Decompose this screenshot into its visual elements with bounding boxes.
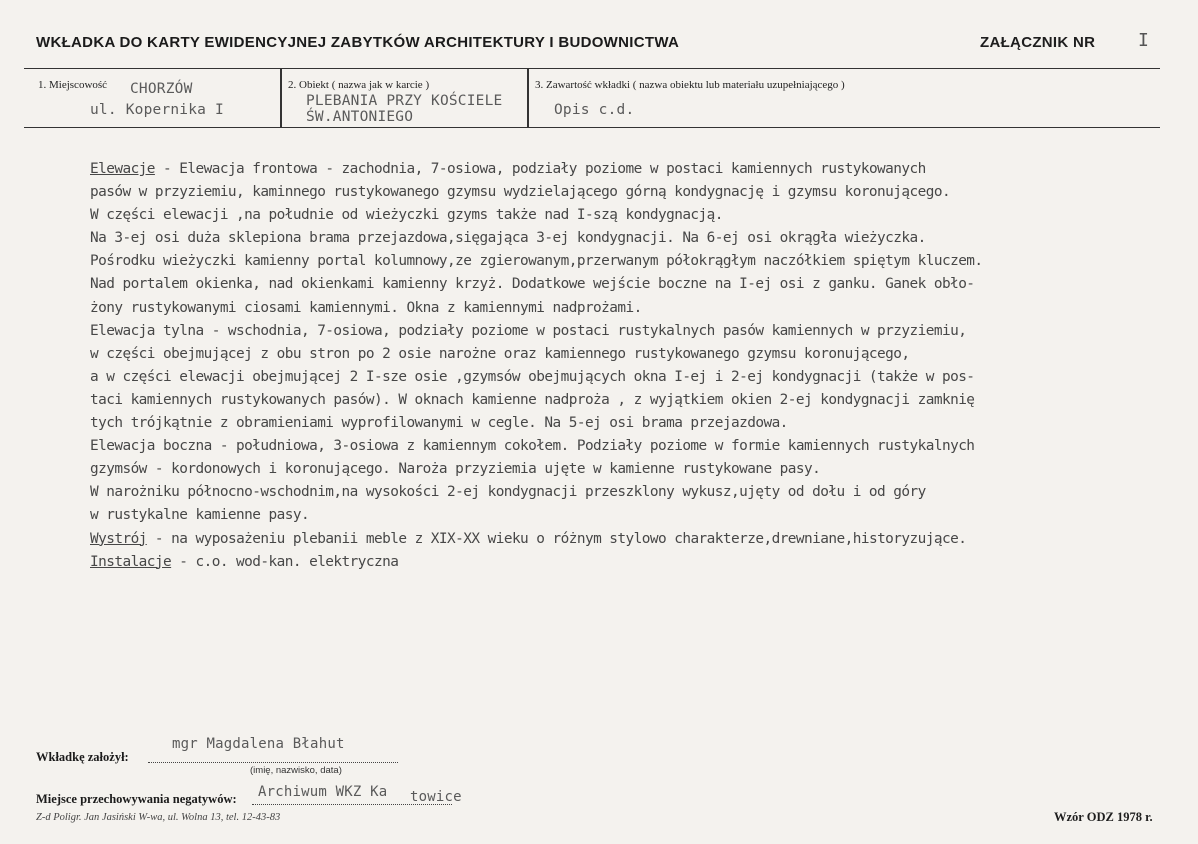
form-id: Wzór ODZ 1978 r.: [1054, 810, 1153, 824]
storage-label: Miejsce przechowywania negatywów:: [36, 792, 237, 806]
object-value-line1: PLEBANIA PRZY KOŚCIELE: [306, 93, 503, 109]
founder-hint: (imię, nazwisko, data): [250, 765, 342, 776]
text-line: [90, 551, 1198, 574]
locality-value-street: ul. Kopernika I: [90, 102, 224, 118]
section-heading-instalacje: Instalacje: [90, 553, 172, 570]
locality-value-city: CHORZÓW: [130, 81, 193, 97]
founder-value: mgr Magdalena Błahut: [172, 736, 345, 752]
content-label: 3. Zawartość wkładki ( nazwa obiektu lub materiału uzupełniającego ): [535, 79, 845, 91]
text-line: W narożniku północno-wschodnim,na wysokości 2-ej kondygnacji przeszklony wykusz,ujęty od dołu i od góry: [90, 484, 926, 501]
content-value: Opis c.d.: [554, 102, 635, 118]
field-divider: [527, 69, 529, 127]
storage-value: Archiwum WKZ Ka: [258, 784, 388, 800]
object-value-line2: ŚW.ANTONIEGO: [306, 109, 414, 125]
text-line: Pośrodku wieżyczki kamienny portal kolumnowy,ze zgierowanym,przerwanym półokrągłym naczółkiem spiętym kluczem.: [90, 253, 983, 270]
founder-label: Wkładkę założył:: [36, 750, 129, 764]
text-line: pasów w przyziemiu, kaminnego rustykowanego gzymsu wydzielającego górną kondygnację i gzymsu koronującego.: [90, 184, 951, 201]
text-line: Na 3-ej osi duża sklepiona brama przejazdowa,sięgająca 3-ej kondygnacji. Na 6-ej osi okrągła wieżyczka.: [90, 230, 926, 247]
text-line: Elewacja tylna - wschodnia, 7-osiowa, podziały poziome w postaci rustykalnych pasów kamiennych w przyziemiu,: [90, 322, 967, 339]
printer-imprint: Z-d Poligr. Jan Jasiński W-wa, ul. Wolna 13, tel. 12-43-83: [36, 812, 281, 823]
text-line: taci kamiennych rustykowanych pasów). W oknach kamienne nadproża , z wyjątkiem okien 2-ej kondygnacji zamknię: [90, 391, 975, 408]
storage-value-end: towice: [410, 789, 462, 805]
object-label: 2. Obiekt ( nazwa jak w karcie ): [288, 79, 430, 91]
section-heading-wystroj: Wystrój: [90, 530, 147, 547]
text-line: w rustykalne kamienne pasy.: [90, 507, 310, 524]
text-line: Elewacja boczna - południowa, 3-osiowa z kamiennym cokołem. Podziały poziome w formie kamiennych rustykalnych: [90, 438, 975, 455]
text-line: gzymsów - kordonowych i koronującego. Naroża przyziemia ujęte w kamienne rustykowane pasy.: [90, 461, 821, 478]
text-line: W części elewacji ,na południe od wieżyczki gzyms także nad I-szą kondygnacją.: [90, 207, 723, 224]
field-divider: [280, 69, 282, 127]
text-line: tych trójkątnie z obramieniami wyprofilowanymi w cegle. Na 5-ej osi brama przejazdowa.: [90, 415, 788, 432]
locality-label: 1. Miejscowość: [38, 79, 108, 91]
text-fragment: - c.o. wod-kan. elektryczna: [171, 553, 399, 570]
appendix-number: I: [1138, 30, 1149, 51]
description-body: [90, 158, 1198, 574]
text-line: w części obejmującej z obu stron po 2 osie narożne oraz kamiennego rustykowanego gzymsu koronującego,: [90, 345, 910, 362]
form-title: WKŁADKA DO KARTY EWIDENCYJNEJ ZABYTKÓW ARCHITEKTURY I BUDOWNICTWA: [36, 34, 680, 51]
section-heading-elewacje: Elewacje: [90, 161, 155, 177]
header-fields-row: [24, 68, 1160, 128]
text-fragment: - na wyposażeniu plebanii meble z XIX-XX wieku o różnym stylowo charakterze,drewniane,historyzujące.: [146, 530, 967, 547]
text-line: żony rustykowanymi ciosami kamiennymi. Okna z kamiennymi nadprożami.: [90, 299, 642, 316]
text-line: [90, 528, 1198, 551]
text-fragment: - Elewacja frontowa - zachodnia, 7-osiowa, podziały poziome w postaci kamiennych rustykowanych: [154, 161, 926, 177]
text-line: [90, 158, 1198, 181]
text-line: a w części elewacji obejmującej 2 I-sze osie ,gzymsów obejmujących okna I-ej i 2-ej kondygnacji (także w pos-: [90, 368, 975, 385]
appendix-label: ZAŁĄCZNIK NR: [980, 34, 1096, 51]
text-line: Nad portalem okienka, nad okienkami kamienny krzyż. Dodatkowe wejście boczne na I-ej osi z ganku. Ganek obło-: [90, 276, 975, 293]
